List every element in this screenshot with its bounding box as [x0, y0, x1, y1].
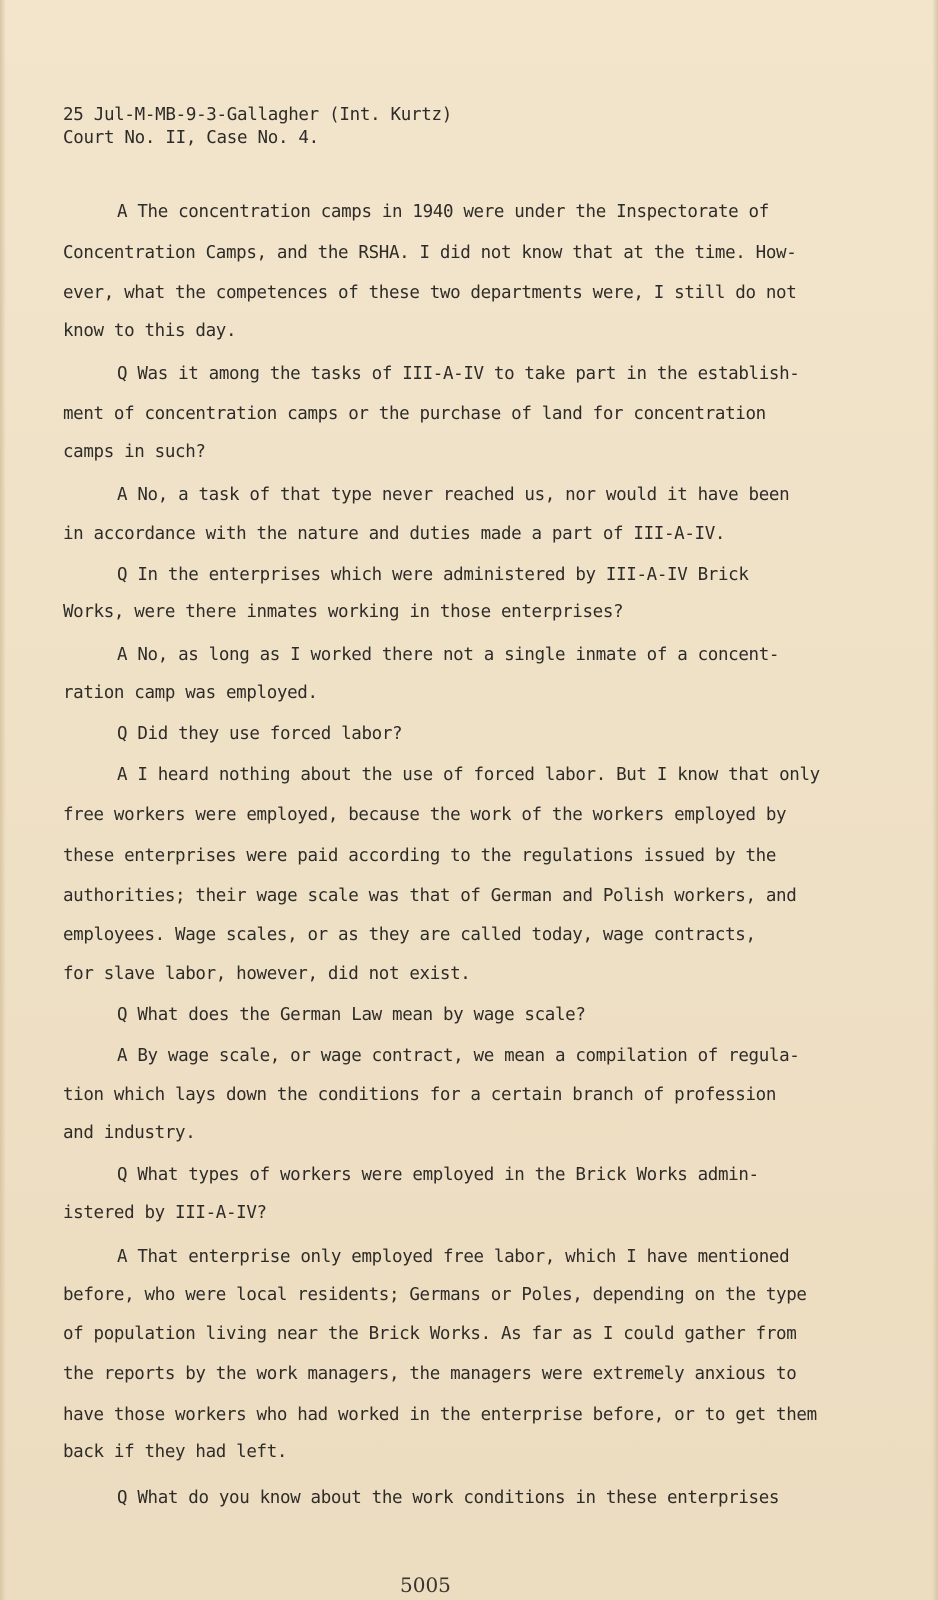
- text-line: A I heard nothing about the use of forced labor. But I know that only: [117, 765, 820, 785]
- text-line: A By wage scale, or wage contract, we mean a compilation of regula-: [117, 1046, 800, 1066]
- text-line: the reports by the work managers, the managers were extremely anxious to: [63, 1364, 797, 1384]
- text-line: these enterprises were paid according to the regulations issued by the: [63, 846, 777, 866]
- text-line: in accordance with the nature and duties made a part of III-A-IV.: [63, 524, 726, 544]
- text-line: employees. Wage scales, or as they are called today, wage contracts,: [63, 925, 756, 945]
- text-line: have those workers who had worked in the enterprise before, or to get them: [63, 1405, 817, 1425]
- text-line: Concentration Camps, and the RSHA. I did not know that at the time. How-: [63, 243, 797, 263]
- text-line: Q What do you know about the work conditions in these enterprises: [117, 1488, 780, 1508]
- text-line: before, who were local residents; Germans or Poles, depending on the type: [63, 1285, 807, 1305]
- text-line: Q In the enterprises which were administered by III-A-IV Brick: [117, 565, 749, 585]
- text-line: istered by III-A-IV?: [63, 1203, 267, 1223]
- text-line: A The concentration camps in 1940 were under the Inspectorate of: [117, 202, 769, 222]
- text-line: and industry.: [63, 1123, 196, 1143]
- text-line: ever, what the competences of these two departments were, I still do not: [63, 283, 797, 303]
- header-line-1: 25 Jul-M-MB-9-3-Gallagher (Int. Kurtz): [63, 105, 452, 125]
- text-line: A No, a task of that type never reached us, nor would it have been: [117, 485, 790, 505]
- text-line: know to this day.: [63, 321, 237, 341]
- page-number: 5005: [400, 1573, 451, 1597]
- text-line: Q What types of workers were employed in the Brick Works admin-: [117, 1165, 759, 1185]
- text-line: tion which lays down the conditions for a certain branch of profession: [63, 1085, 777, 1105]
- left-paper-edge: [0, 0, 6, 1600]
- text-line: free workers were employed, because the work of the workers employed by: [63, 805, 787, 825]
- text-line: A No, as long as I worked there not a single inmate of a concent-: [117, 645, 780, 665]
- header-line-2: Court No. II, Case No. 4.: [63, 128, 319, 148]
- text-line: ration camp was employed.: [63, 683, 318, 703]
- text-line: ment of concentration camps or the purchase of land for concentration: [63, 404, 766, 424]
- text-line: for slave labor, however, did not exist.: [63, 964, 471, 984]
- text-line: camps in such?: [63, 442, 206, 462]
- document-header: [63, 104, 452, 150]
- right-paper-edge: [932, 0, 938, 1600]
- text-line: Works, were there inmates working in those enterprises?: [63, 602, 624, 622]
- text-line: authorities; their wage scale was that of German and Polish workers, and: [63, 886, 797, 906]
- text-line: Q Was it among the tasks of III-A-IV to take part in the establish-: [117, 364, 800, 384]
- text-line: A That enterprise only employed free labor, which I have mentioned: [117, 1247, 790, 1267]
- text-line: Q What does the German Law mean by wage scale?: [117, 1005, 586, 1025]
- text-line: Q Did they use forced labor?: [117, 724, 403, 744]
- text-line: of population living near the Brick Works. As far as I could gather from: [63, 1324, 797, 1344]
- text-line: back if they had left.: [63, 1442, 288, 1462]
